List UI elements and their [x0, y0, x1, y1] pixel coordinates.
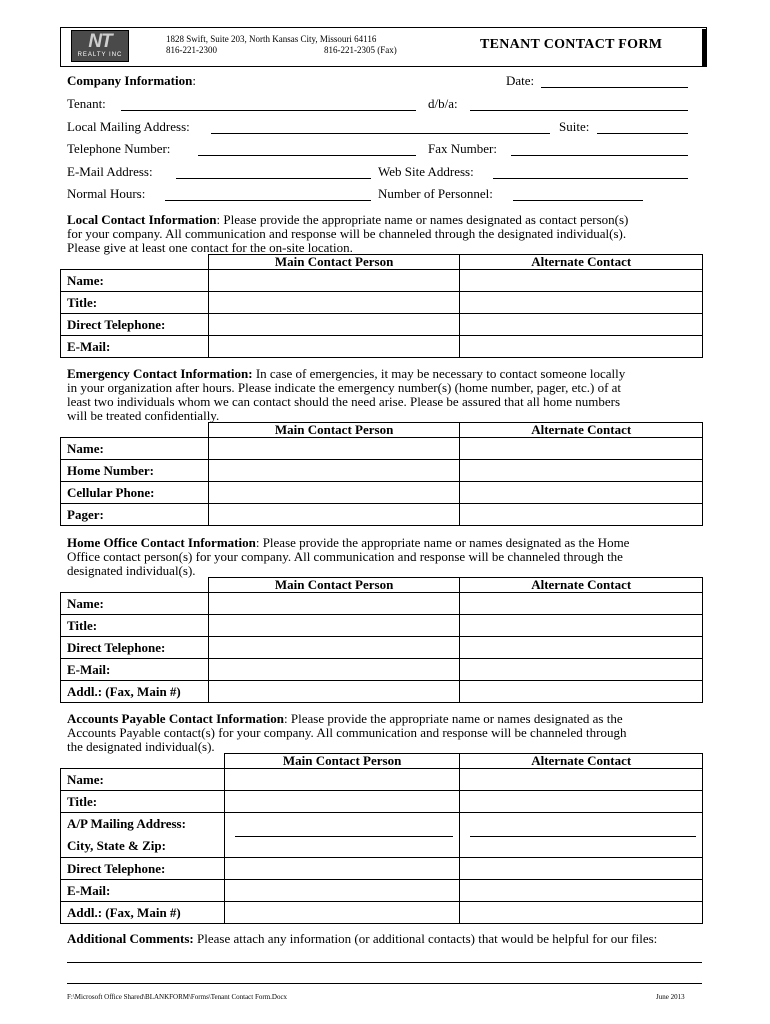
local-contact-intro: Local Contact Information: Please provide the appropriate name or names designated as contact person(s) for your company. All communication and response will be channeled through the designated individual(s). Please give at least one contact for the on-site location.	[67, 212, 629, 255]
table-row	[61, 902, 703, 924]
company-fax: 816-221-2305 (Fax)	[324, 45, 397, 55]
main-contact-address-cell[interactable]	[224, 813, 460, 858]
row-label: Addl.: (Fax, Main #)	[61, 681, 209, 703]
tenant-field[interactable]	[121, 110, 416, 111]
main-contact-cell[interactable]	[224, 769, 460, 791]
column-header-main: Main Contact Person	[208, 423, 460, 438]
accounts-payable-table	[60, 753, 703, 924]
additional-comments: Additional Comments: Please attach any information (or additional contacts) that would be helpful for our files:	[67, 931, 658, 946]
website-label: Web Site Address:	[378, 164, 474, 179]
main-contact-cell[interactable]	[208, 292, 460, 314]
hours-field[interactable]	[165, 200, 371, 201]
table-row	[61, 292, 703, 314]
row-label: E-Mail:	[61, 659, 209, 681]
tenant-label: Tenant:	[67, 96, 106, 111]
alternate-contact-cell[interactable]	[460, 504, 703, 526]
table-row	[61, 504, 703, 526]
hours-label: Normal Hours:	[67, 186, 146, 201]
column-header-main: Main Contact Person	[224, 754, 460, 769]
row-label: Title:	[61, 791, 225, 813]
main-contact-cell[interactable]	[208, 681, 460, 703]
email-label: E-Mail Address:	[67, 164, 153, 179]
table-row	[61, 314, 703, 336]
company-phone: 816-221-2300	[166, 45, 217, 55]
table-row	[61, 438, 703, 460]
company-info-heading: Company Information:	[67, 73, 196, 88]
table-row	[61, 593, 703, 615]
table-row	[61, 336, 703, 358]
row-label: Addl.: (Fax, Main #)	[61, 902, 225, 924]
main-contact-cell[interactable]	[208, 637, 460, 659]
row-label-address: A/P Mailing Address: City, State & Zip:	[61, 813, 225, 858]
main-contact-cell[interactable]	[208, 438, 460, 460]
fax-field[interactable]	[511, 155, 688, 156]
main-contact-cell[interactable]	[208, 593, 460, 615]
personnel-field[interactable]	[513, 200, 643, 201]
telephone-field[interactable]	[198, 155, 416, 156]
table-row	[61, 615, 703, 637]
table-row	[61, 659, 703, 681]
column-header-main: Main Contact Person	[208, 255, 460, 270]
table-row	[61, 460, 703, 482]
home-office-contact-table	[60, 577, 703, 703]
date-field[interactable]	[541, 87, 688, 88]
logo-subtitle: REALTY INC	[77, 52, 123, 58]
main-contact-cell[interactable]	[224, 880, 460, 902]
fax-label: Fax Number:	[428, 141, 497, 156]
alternate-contact-cell[interactable]	[460, 659, 703, 681]
main-contact-cell[interactable]	[208, 482, 460, 504]
alternate-contact-cell[interactable]	[460, 902, 703, 924]
table-row	[61, 813, 703, 858]
row-label: E-Mail:	[61, 880, 225, 902]
row-label: Direct Telephone:	[61, 637, 209, 659]
footer-date: June 2013	[656, 993, 685, 1001]
row-label: Title:	[61, 615, 209, 637]
table-row	[61, 880, 703, 902]
column-header-alternate: Alternate Contact	[460, 423, 703, 438]
alternate-contact-cell[interactable]	[460, 681, 703, 703]
suite-label: Suite:	[559, 119, 590, 134]
emergency-contact-intro: Emergency Contact Information: In case of emergencies, it may be necessary to contact someone locally in your organization after hours. Please indicate the emergency number(s) (home number, pager, etc.) of at least two individuals whom we can contact should the need arise. Please be assured that all home numbers will be treated confidentially.	[67, 366, 626, 423]
alternate-contact-cell[interactable]	[460, 292, 703, 314]
row-label: Direct Telephone:	[61, 858, 225, 880]
alternate-contact-cell[interactable]	[460, 336, 703, 358]
column-header-alternate: Alternate Contact	[460, 578, 703, 593]
row-label: Direct Telephone:	[61, 314, 209, 336]
row-label: Cellular Phone:	[61, 482, 209, 504]
table-row	[61, 791, 703, 813]
alternate-contact-cell[interactable]	[460, 615, 703, 637]
dba-label: d/b/a:	[428, 96, 458, 111]
local-contact-table	[60, 254, 703, 358]
footer-divider	[67, 983, 702, 984]
alternate-contact-cell[interactable]	[460, 880, 703, 902]
table-row	[61, 858, 703, 880]
alternate-contact-cell[interactable]	[460, 791, 703, 813]
alternate-contact-address-cell[interactable]	[460, 813, 703, 858]
home-office-contact-intro: Home Office Contact Information: Please provide the appropriate name or names designated as the Home Office contact person(s) for your company. All communication and response will be channeled through the designated individual(s).	[67, 535, 630, 578]
column-header-alternate: Alternate Contact	[460, 754, 703, 769]
table-row	[61, 769, 703, 791]
email-field[interactable]	[176, 178, 371, 179]
company-logo	[71, 30, 129, 62]
alternate-contact-cell[interactable]	[460, 438, 703, 460]
table-row	[61, 482, 703, 504]
row-label: Home Number:	[61, 460, 209, 482]
telephone-label: Telephone Number:	[67, 141, 171, 156]
suite-field[interactable]	[597, 133, 688, 134]
main-contact-cell[interactable]	[224, 791, 460, 813]
emergency-contact-table	[60, 422, 703, 526]
mailing-address-field[interactable]	[211, 133, 550, 134]
alternate-contact-cell[interactable]	[460, 482, 703, 504]
main-contact-cell[interactable]	[208, 504, 460, 526]
main-contact-cell[interactable]	[208, 314, 460, 336]
personnel-label: Number of Personnel:	[378, 186, 493, 201]
table-row	[61, 681, 703, 703]
row-label: Name:	[61, 270, 209, 292]
row-label: E-Mail:	[61, 336, 209, 358]
alternate-address-line	[470, 836, 696, 837]
row-label: Pager:	[61, 504, 209, 526]
column-header-alternate: Alternate Contact	[460, 255, 703, 270]
website-field[interactable]	[493, 178, 688, 179]
row-label: Title:	[61, 292, 209, 314]
accounts-payable-intro: Accounts Payable Contact Information: Please provide the appropriate name or names designated as the Accounts Payable contact(s) for your company. All communication and response will be channeled through the designated individual(s).	[67, 711, 627, 754]
alternate-contact-cell[interactable]	[460, 593, 703, 615]
main-contact-cell[interactable]	[208, 460, 460, 482]
main-contact-cell[interactable]	[208, 336, 460, 358]
logo-mark: NT	[88, 31, 112, 52]
alternate-contact-cell[interactable]	[460, 858, 703, 880]
table-row	[61, 270, 703, 292]
company-address: 1828 Swift, Suite 203, North Kansas City, Missouri 64116	[166, 34, 377, 44]
alternate-contact-cell[interactable]	[460, 270, 703, 292]
comments-line[interactable]	[67, 962, 702, 963]
row-label: Name:	[61, 769, 225, 791]
row-label: Name:	[61, 593, 209, 615]
main-contact-cell[interactable]	[224, 902, 460, 924]
mailing-address-label: Local Mailing Address:	[67, 119, 190, 134]
row-label: Name:	[61, 438, 209, 460]
main-contact-cell[interactable]	[208, 270, 460, 292]
main-address-line	[235, 836, 454, 837]
date-label: Date:	[506, 73, 535, 88]
alternate-contact-cell[interactable]	[460, 769, 703, 791]
main-contact-cell[interactable]	[224, 858, 460, 880]
main-contact-cell[interactable]	[208, 659, 460, 681]
main-contact-cell[interactable]	[208, 615, 460, 637]
form-title: TENANT CONTACT FORM	[480, 37, 663, 52]
column-header-main: Main Contact Person	[208, 578, 460, 593]
table-row	[61, 637, 703, 659]
alternate-contact-cell[interactable]	[460, 637, 703, 659]
footer-file-path: F:\Microsoft Office Shared\BLANKFORM\Forms\Tenant Contact Form.Docx	[67, 993, 288, 1001]
dba-field[interactable]	[470, 110, 688, 111]
alternate-contact-cell[interactable]	[460, 460, 703, 482]
alternate-contact-cell[interactable]	[460, 314, 703, 336]
